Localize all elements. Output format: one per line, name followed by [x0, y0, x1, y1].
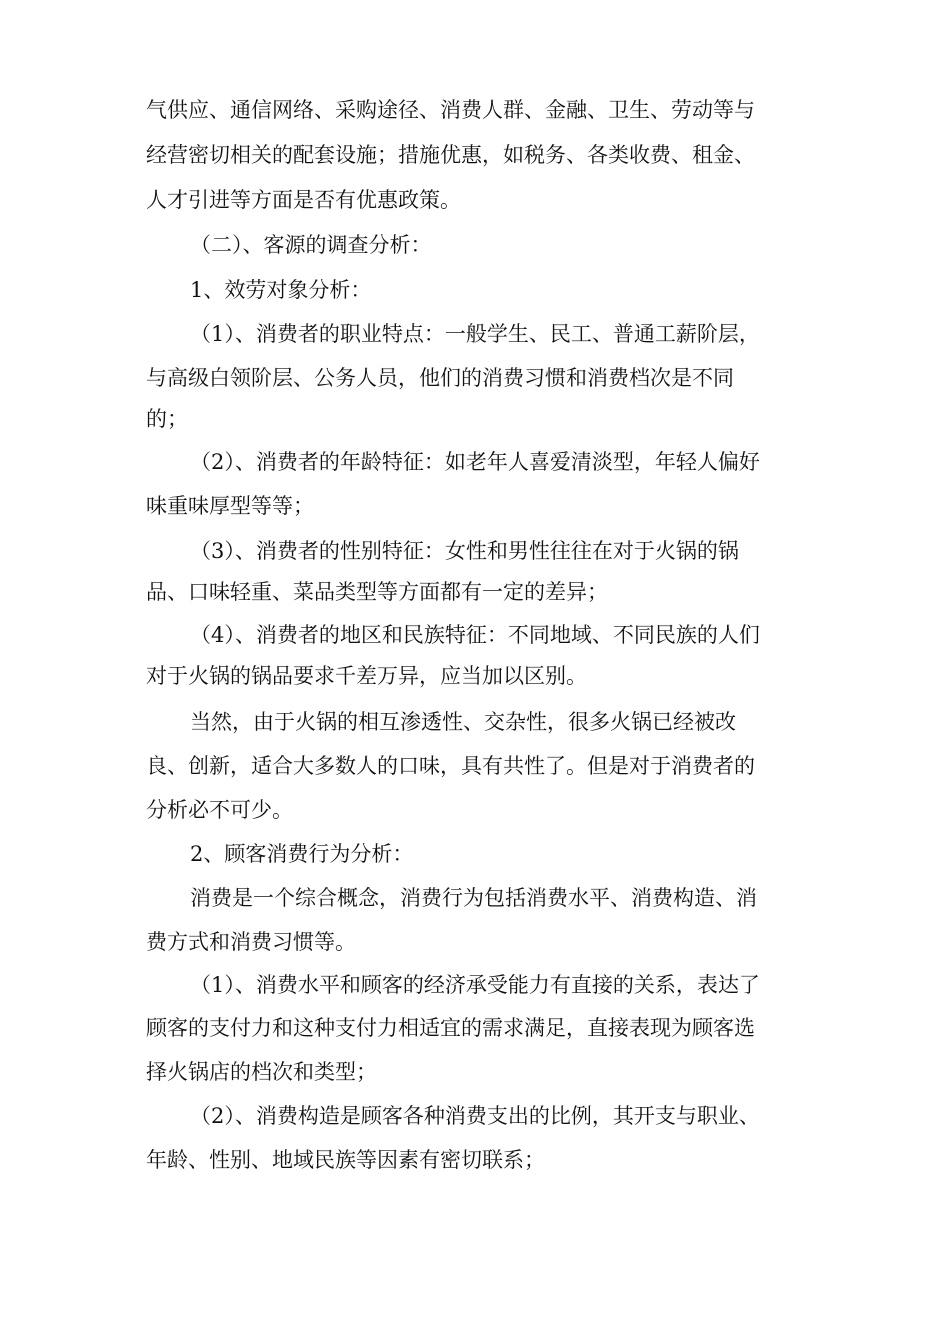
text-line: （3）、消费者的性别特征：女性和男性往往在对于火锅的锅: [190, 539, 739, 563]
text-line: （2）、消费者的年龄特征：如老年人喜爱清淡型，年轻人偏好: [190, 450, 760, 474]
text-line: 味重味厚型等等；: [146, 494, 314, 518]
text-line: 经营密切相关的配套设施；措施优惠，如税务、各类收费、租金、: [146, 143, 755, 167]
text-line: （2）、消费构造是顾客各种消费支出的比例，其开支与职业、: [190, 1104, 760, 1128]
text-line: 当然，由于火锅的相互渗透性、交杂性，很多火锅已经被改: [190, 710, 736, 734]
text-line: （1）、消费水平和顾客的经济承受能力有直接的关系，表达了: [190, 973, 760, 997]
text-line: 年龄、性别、地域民族等因素有密切联系；: [146, 1148, 545, 1172]
section-heading: （二）、客源的调查分析：: [190, 233, 432, 257]
subsection-heading: 1、效劳对象分析：: [190, 278, 372, 302]
text-line: （4）、消费者的地区和民族特征：不同地域、不同民族的人们: [190, 623, 760, 647]
text-line: 对于火锅的锅品要求千差万异，应当加以区别。: [146, 664, 587, 688]
text-line: 气供应、通信网络、采购途径、消费人群、金融、卫生、劳动等与: [146, 98, 755, 122]
text-line: 分析必不可少。: [146, 798, 293, 822]
text-line: 消费是一个综合概念，消费行为包括消费水平、消费构造、消: [190, 886, 757, 910]
text-line: 费方式和消费习惯等。: [146, 930, 356, 954]
subsection-heading: 2、顾客消费行为分析：: [190, 842, 414, 866]
text-line: 人才引进等方面是否有优惠政策。: [146, 188, 461, 212]
text-line: （1）、消费者的职业特点：一般学生、民工、普通工薪阶层，: [190, 322, 760, 346]
text-line: 择火锅店的档次和类型；: [146, 1060, 377, 1084]
text-line: 的；: [146, 407, 188, 431]
text-line: 良、创新，适合大多数人的口味，具有共性了。但是对于消费者的: [146, 754, 755, 778]
text-line: 与高级白领阶层、公务人员，他们的消费习惯和消费档次是不同: [146, 366, 734, 390]
text-line: 顾客的支付力和这种支付力相适宜的需求满足，直接表现为顾客选: [146, 1016, 755, 1040]
text-line: 品、口味轻重、菜品类型等方面都有一定的差异；: [146, 580, 608, 604]
